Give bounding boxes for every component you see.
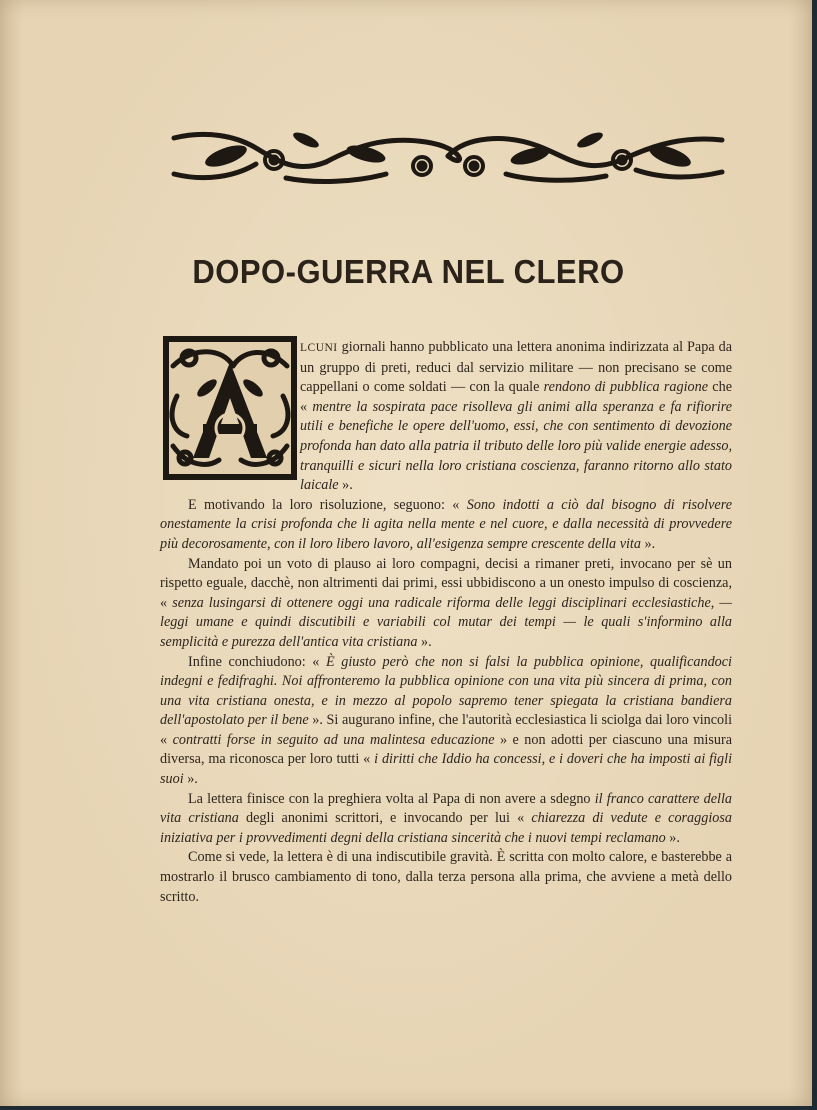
text-run: » e non adotti per ciascuno una misura diversa, ma riconosca per loro tutti « <box>160 731 732 768</box>
page-title: DOPO-GUERRA NEL CLERO <box>192 253 625 290</box>
text-run: ». <box>640 535 656 552</box>
text-run: ». Si augurano infine, che l'autorità ecclesiastica li sciolga dai loro vincoli « <box>160 712 733 748</box>
italic-run: chiarezza di vedute e coraggiosa iniziativa per i provvedimenti degni della cristiana sincerità che i nuovi tempi reclamano <box>160 810 732 846</box>
text-run: Infine conchiudono: « <box>188 653 326 670</box>
italic-run: senza lusingarsi di ottenere oggi una radicale riforma delle leggi disciplinari ecclesiastiche, — leggi umane e quindi discutibili e variabili col mutar dei tempi — le quali s'informino alla semplicità e purezza dell'antica vita cristiana <box>160 594 732 650</box>
paragraph-3 <box>160 555 732 653</box>
italic-run: i diritti che Iddio ha concessi, e i doveri che ha imposti ai figli suoi <box>160 751 733 788</box>
text-run: E motivando la loro risoluzione, seguono: « <box>188 496 467 513</box>
text-run: ». <box>417 633 432 650</box>
italic-run: mentre la sospirata pace risolleva gli animi alla speranza e fa rifiorire utili e benefiche le opere dell'uomo, essi, che con sentimento di devozione profonda han dato alla patria il tributo delle loro più valide energie adesso, tranquilli e sicuri nella loro cristiana coscienza, faranno ritorno allo stato laicale <box>300 398 732 494</box>
text-run: degli anonimi scrittori, e invocando per lui « <box>238 810 532 827</box>
text-run: ». <box>338 477 353 494</box>
italic-run: contratti forse in seguito ad una malintesa educazione <box>172 731 495 748</box>
text-run: La lettera finisce con la preghiera volta al Papa di non avere a sdegno <box>188 790 595 807</box>
text-run: giornali hanno pubblicato una lettera anonima indirizzata al Papa da un gruppo di preti, reduci dal servizio militare — non precisano se come cappellani o come soldati — con la quale <box>300 339 732 396</box>
italic-run: È giusto però che non si falsi la pubblica opinione, qualificandoci indegni e fedifraghi. Noi affronteremo la pubblica opinione con una vita più sincera di prima, con una vita cristiana onesta, e in mezzo al popolo sapremo tener spiegata la cristiana bandiera dell'apostolato per il bene <box>160 653 732 729</box>
italic-run: Sono indotti a ciò dal bisogno di risolvere onestamente la crisi profonda che li agita nella mente e nel cuore, e dalla necessità di provvedere più decorosamente, con il loro libero lavoro, all'esigenza sempre crescente della vita <box>160 496 732 552</box>
paragraph-5 <box>160 790 732 849</box>
paragraph-2 <box>160 496 732 555</box>
paragraph-6 <box>160 848 732 907</box>
floral-scroll-ornament-icon <box>166 126 730 186</box>
text-run: ». <box>183 771 198 788</box>
initial-space <box>160 338 298 490</box>
italic-run: rendono di pubblica ragione <box>543 379 709 396</box>
text-run: ». <box>665 829 680 846</box>
paragraph-1 <box>160 338 732 496</box>
text-run: Mandato poi un voto di plauso ai loro compagni, decisi a rimaner preti, invocano per sè un rispetto eguale, dacchè, non altrimenti dai primi, essi ubbidiscono a un onesto impulso di coscienza, « <box>160 555 732 611</box>
text-run: Come si vede, la lettera è di una indiscutibile gravità. È scritta con molto calore, e basterebbe a mostrarlo il brusco cambiamento di tono, dalla terza persona alla prima, che avviene a metà dello scritto. <box>160 849 732 905</box>
paragraph-4 <box>160 653 732 790</box>
italic-run: il franco carattere della vita cristiana <box>160 790 732 827</box>
lead-word: LCUNI <box>300 342 338 354</box>
article-body <box>160 338 732 907</box>
text-run: che « <box>300 379 732 415</box>
